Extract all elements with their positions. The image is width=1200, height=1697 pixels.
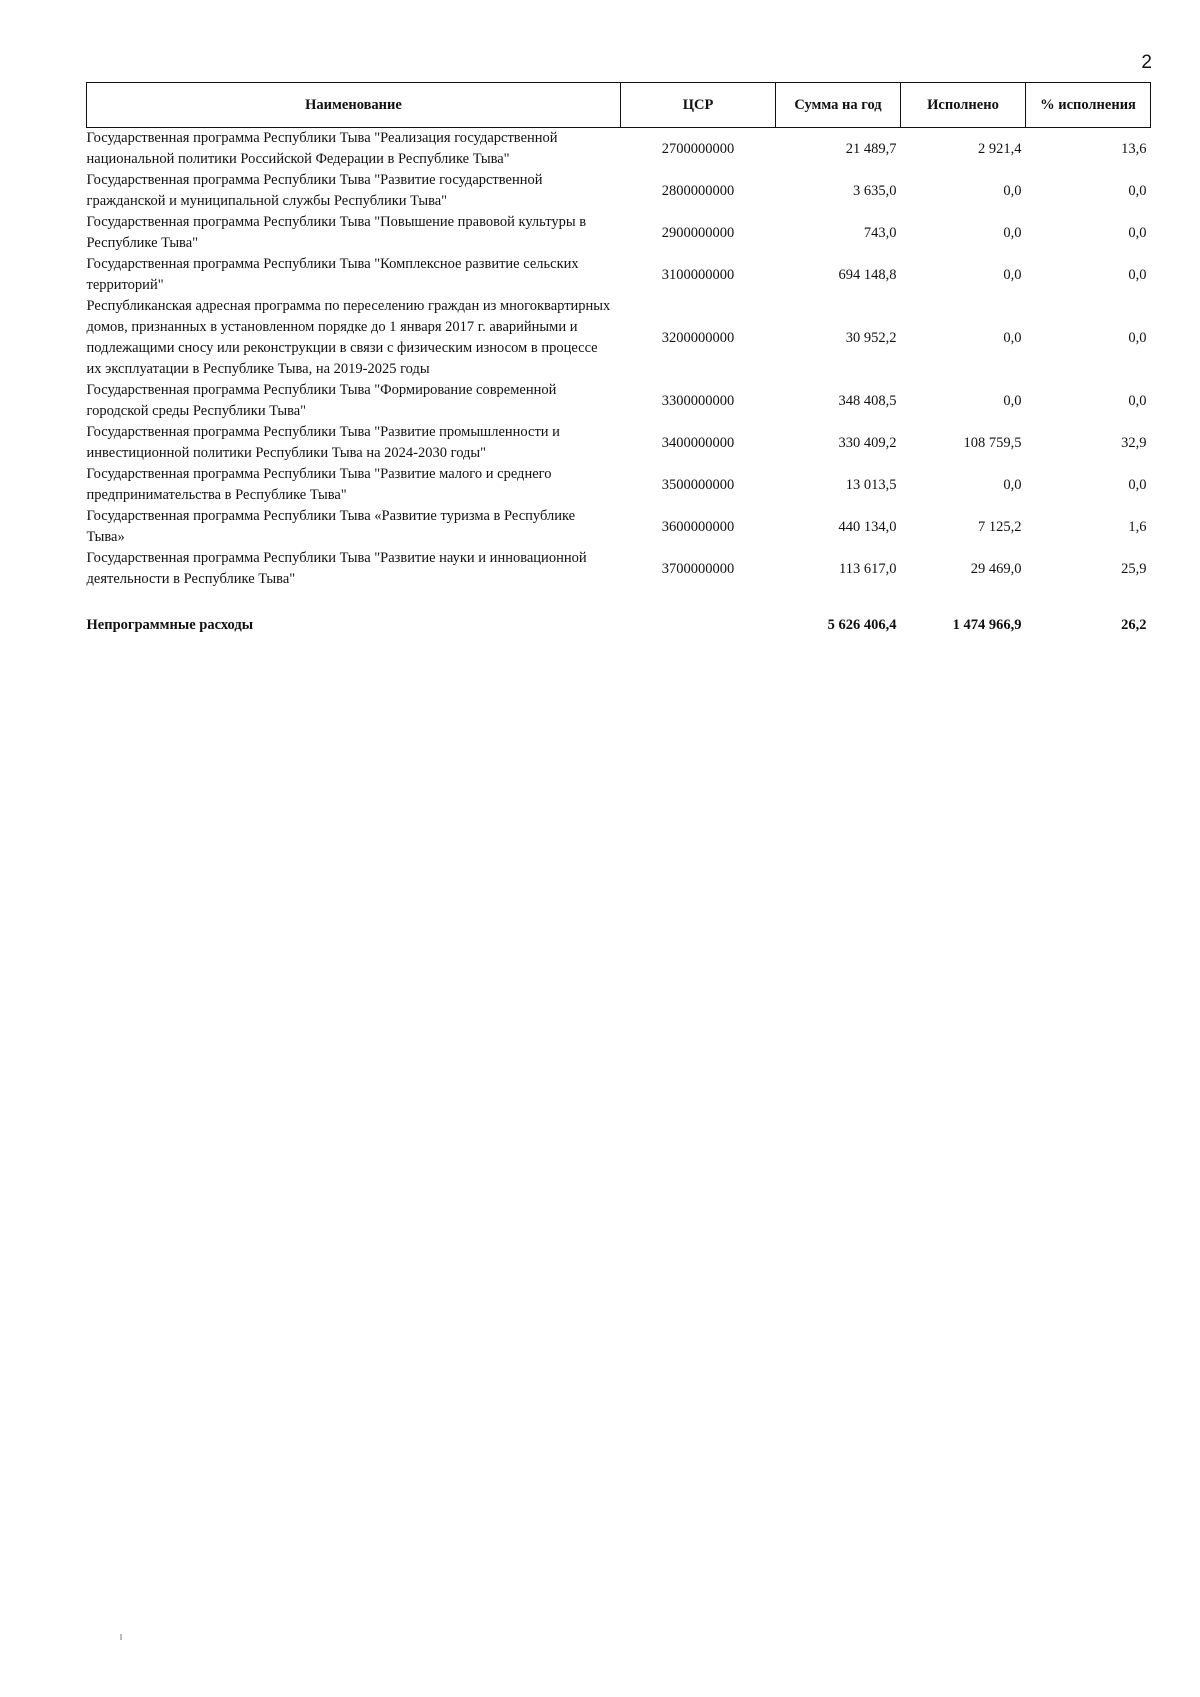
table-row — [87, 422, 1151, 464]
table-row — [87, 212, 1151, 254]
budget-execution-table — [86, 82, 1151, 640]
table-total-row — [87, 610, 1151, 640]
row-code: 3400000000 — [661, 434, 735, 451]
row-name: Государственная программа Республики Тыва "Повышение правовой культуры в Республике Тыва" — [86, 214, 587, 251]
header-executed: Исполнено — [901, 83, 1026, 128]
page-number: 2 — [1141, 52, 1152, 73]
row-sum-year: 30 952,2 — [845, 329, 897, 346]
row-name: Государственная программа Республики Тыва "Реализация государственной национальной политики Российской Федерации в Республике Тыва" — [86, 130, 558, 167]
row-executed: 29 469,0 — [970, 560, 1022, 577]
row-percent: 0,0 — [1128, 266, 1147, 283]
row-executed: 0,0 — [1003, 392, 1022, 409]
row-name: Государственная программа Республики Тыва "Развитие промышленности и инвестиционной политики Республики Тыва на 2024-2030 годы" — [86, 424, 560, 461]
row-spacer — [87, 590, 1151, 610]
row-code: 3300000000 — [661, 392, 735, 409]
row-percent: 0,0 — [1128, 182, 1147, 199]
row-percent: 0,0 — [1128, 476, 1147, 493]
row-executed: 0,0 — [1003, 224, 1022, 241]
row-code: 2700000000 — [661, 140, 735, 157]
row-sum-year: 21 489,7 — [845, 140, 897, 157]
row-name: Государственная программа Республики Тыва "Комплексное развитие сельских территорий" — [86, 256, 579, 293]
row-executed: 0,0 — [1003, 476, 1022, 493]
table-row — [87, 506, 1151, 548]
row-sum-year: 3 635,0 — [853, 182, 897, 199]
row-sum-year: 440 134,0 — [838, 518, 897, 535]
row-code: 3100000000 — [661, 266, 735, 283]
row-name: Государственная программа Республики Тыва "Развитие науки и инновационной деятельности в Республике Тыва" — [86, 550, 587, 587]
total-executed: 1 474 966,9 — [952, 616, 1022, 633]
table-row — [87, 296, 1151, 380]
table-row — [87, 380, 1151, 422]
row-executed: 0,0 — [1003, 182, 1022, 199]
row-percent: 1,6 — [1128, 518, 1147, 535]
row-sum-year: 330 409,2 — [838, 434, 897, 451]
row-name: Государственная программа Республики Тыва "Развитие государственной гражданской и муниципальной службы Республики Тыва" — [86, 172, 543, 209]
header-sum-year: Сумма на год — [776, 83, 901, 128]
row-code: 3500000000 — [661, 476, 735, 493]
row-sum-year: 743,0 — [863, 224, 897, 241]
total-sum-year: 5 626 406,4 — [827, 616, 897, 633]
table-row — [87, 170, 1151, 212]
table-row — [87, 128, 1151, 171]
row-sum-year: 13 013,5 — [845, 476, 897, 493]
table-row — [87, 464, 1151, 506]
row-name: Республиканская адресная программа по переселению граждан из многоквартирных домов, признанных в установленном порядке до 1 января 2017 г. аварийными и подлежащими сносу или реконструкции в связи с физическим износом в процессе их эксплуатации в Республике Тыва, на 2019-2025 годы — [86, 298, 611, 377]
table-row — [87, 254, 1151, 296]
row-sum-year: 113 617,0 — [839, 560, 897, 577]
row-name: Государственная программа Республики Тыва "Развитие малого и среднего предпринимательства в Республике Тыва" — [86, 466, 552, 503]
row-percent: 0,0 — [1128, 329, 1147, 346]
row-sum-year: 694 148,8 — [838, 266, 897, 283]
table-row — [87, 548, 1151, 590]
total-name: Непрограммные расходы — [86, 616, 254, 633]
row-percent: 13,6 — [1121, 140, 1147, 157]
row-code: 2900000000 — [661, 224, 735, 241]
total-percent: 26,2 — [1121, 616, 1147, 633]
row-code: 2800000000 — [661, 182, 735, 199]
row-executed: 7 125,2 — [978, 518, 1022, 535]
row-code: 3700000000 — [661, 560, 735, 577]
row-percent: 32,9 — [1121, 434, 1147, 451]
row-code: 3600000000 — [661, 518, 735, 535]
row-executed: 2 921,4 — [978, 140, 1022, 157]
row-executed: 0,0 — [1003, 266, 1022, 283]
total-code-empty — [621, 610, 776, 640]
row-executed: 0,0 — [1003, 329, 1022, 346]
table-header-row — [87, 83, 1151, 128]
row-percent: 0,0 — [1128, 224, 1147, 241]
header-percent: % исполнения — [1026, 83, 1151, 128]
row-name: Государственная программа Республики Тыва «Развитие туризма в Республике Тыва» — [86, 508, 576, 545]
row-code: 3200000000 — [661, 329, 735, 346]
scan-artifact-mark — [120, 1634, 122, 1640]
header-code: ЦСР — [621, 83, 776, 128]
row-name: Государственная программа Республики Тыва "Формирование современной городской среды Республики Тыва" — [86, 382, 557, 419]
header-name: Наименование — [87, 83, 621, 128]
row-sum-year: 348 408,5 — [838, 392, 897, 409]
row-percent: 25,9 — [1121, 560, 1147, 577]
row-percent: 0,0 — [1128, 392, 1147, 409]
row-executed: 108 759,5 — [963, 434, 1022, 451]
